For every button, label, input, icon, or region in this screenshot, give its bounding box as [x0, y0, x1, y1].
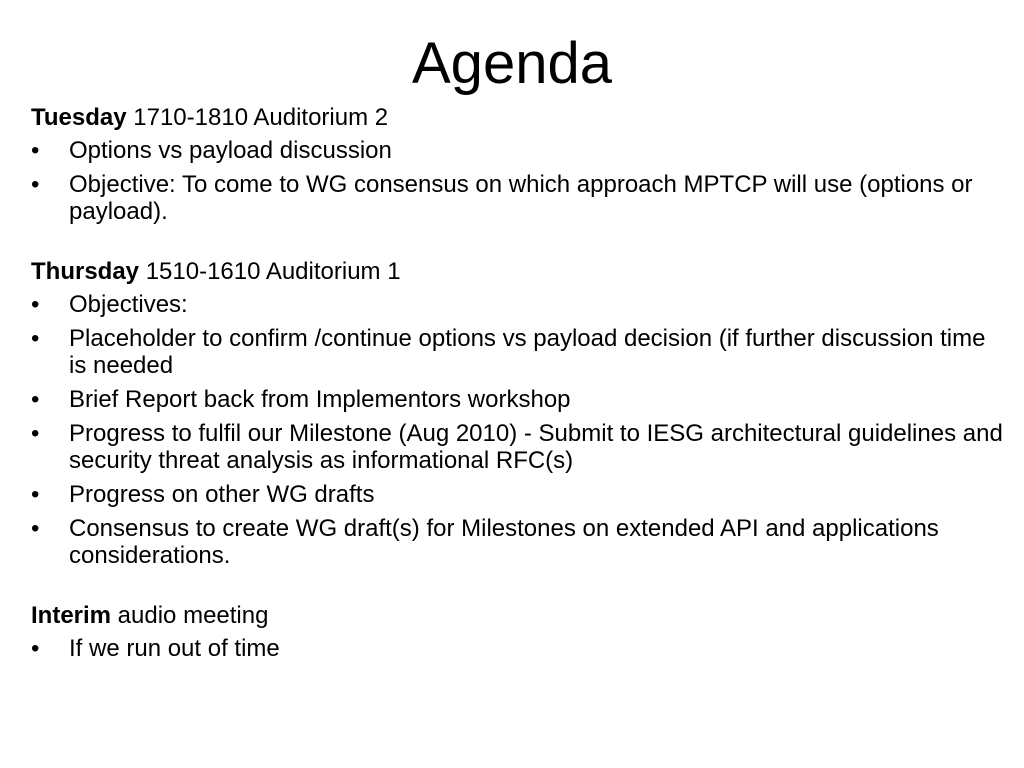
bullet-icon: •	[31, 635, 40, 662]
bullet-text: Objectives:	[69, 291, 188, 318]
bullet-icon: •	[31, 137, 40, 164]
bullet-icon: •	[31, 481, 40, 508]
bullet-list	[31, 137, 1006, 225]
list-item	[31, 325, 1006, 379]
section-interim	[31, 602, 1006, 662]
list-item	[31, 291, 1006, 318]
section-heading	[31, 258, 1006, 285]
section-day: Interim	[31, 602, 112, 629]
bullet-text: If we run out of time	[69, 635, 280, 662]
bullet-list	[31, 635, 1006, 662]
section-detail: 1510-1610 Auditorium 1	[139, 258, 401, 285]
section-day: Tuesday	[31, 104, 127, 131]
section-thursday	[31, 258, 1006, 569]
list-item	[31, 137, 1006, 164]
list-item	[31, 420, 1006, 474]
bullet-icon: •	[31, 515, 40, 542]
list-item	[31, 171, 1006, 225]
list-item	[31, 386, 1006, 413]
bullet-icon: •	[31, 420, 40, 447]
section-heading	[31, 104, 1006, 131]
bullet-icon: •	[31, 171, 40, 198]
section-heading	[31, 602, 1006, 629]
slide-content	[31, 104, 1006, 662]
bullet-icon: •	[31, 325, 40, 352]
bullet-text: Progress to fulfil our Milestone (Aug 2010) - Submit to IESG architectural guidelines and security threat analysis as informational RFC(s)	[69, 420, 1003, 474]
section-tuesday	[31, 104, 1006, 225]
bullet-text: Placeholder to confirm /continue options vs payload decision (if further discussion time is needed	[69, 325, 986, 379]
section-day: Thursday	[31, 258, 140, 285]
bullet-icon: •	[31, 386, 40, 413]
section-detail: audio meeting	[111, 602, 269, 629]
bullet-text: Consensus to create WG draft(s) for Milestones on extended API and applications considerations.	[69, 515, 939, 569]
list-item	[31, 515, 1006, 569]
list-item	[31, 635, 1006, 662]
bullet-icon: •	[31, 291, 40, 318]
section-detail: 1710-1810 Auditorium 2	[126, 104, 389, 131]
bullet-text: Options vs payload discussion	[69, 137, 392, 164]
bullet-text: Objective: To come to WG consensus on which approach MPTCP will use (options or payload).	[69, 171, 973, 225]
bullet-list	[31, 291, 1006, 569]
bullet-text: Brief Report back from Implementors workshop	[69, 386, 571, 413]
list-item	[31, 481, 1006, 508]
bullet-text: Progress on other WG drafts	[69, 481, 375, 508]
slide-title: Agenda	[412, 31, 612, 96]
